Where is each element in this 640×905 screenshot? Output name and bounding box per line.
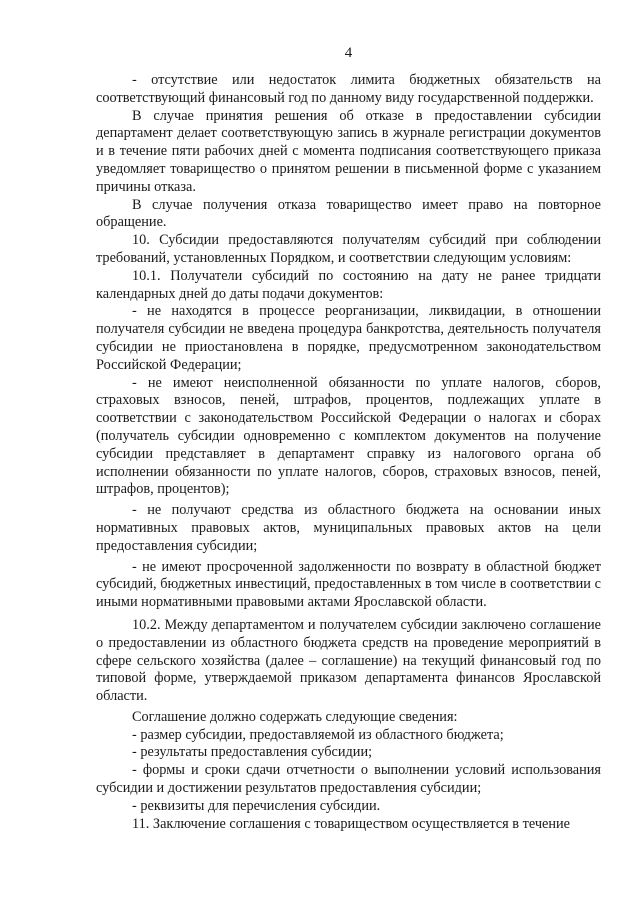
paragraph-budget-limit: - отсутствие или недостаток лимита бюджетных обязательств на соответствующий финансовый год по данному виду государственной поддержки. (96, 72, 601, 106)
page-number: 4 (344, 45, 353, 61)
paragraph-no-overdue-debt: - не имеют просроченной задолженности по возврату в областной бюджет субсидий, бюджетных инвестиций, предоставленных в том числе в соответствии с иными нормативными правовыми актами Ярославской области. (96, 558, 601, 611)
paragraph-reporting-forms: - формы и сроки сдачи отчетности о выполнении условий использования субсидии и достижении результатов предоставления субсидии; (96, 762, 601, 797)
paragraph-item-10-2: 10.2. Между департаментом и получателем субсидии заключено соглашение о предоставлении из областного бюджета средств на проведение мероприятий в сфере сельского хозяйства (далее – соглашение) на текущий финансовый год по типовой форме, утверждаемой приказом департамента финансов Ярославской области. (96, 616, 601, 705)
paragraph-refusal-decision: В случае принятия решения об отказе в предоставлении субсидии департамент делает соответствующую запись в журнале регистрации документов и в течение пяти рабочих дней с момента подписания соответствующего приказа уведомляет товарищество о принятом решении в письменной форме с указанием причины отказа. (96, 107, 601, 195)
paragraph-repeat-application: В случае получения отказа товарищество имеет право на повторное обращение. (96, 196, 601, 231)
paragraph-item-10-1: 10.1. Получатели субсидий по состоянию на дату не ранее тридцати календарных дней до даты подачи документов: (96, 267, 601, 302)
paragraph-no-reorganization: - не находятся в процессе реорганизации, ликвидации, в отношении получателя субсидии не введена процедура банкротства, деятельность получателя субсидии не приостановлена в порядке, предусмотренном законодательством Российской Федерации; (96, 303, 601, 373)
paragraph-subsidy-amount: - размер субсидии, предоставляемой из областного бюджета; (132, 726, 504, 743)
document-body (96, 72, 601, 833)
paragraph-item-10: 10. Субсидии предоставляются получателям субсидий при соблюдении требований, установленных Порядком, и соответствии следующим условиям: (96, 232, 601, 266)
paragraph-payment-details: - реквизиты для перечисления субсидии. (132, 797, 381, 814)
paragraph-subsidy-results: - результаты предоставления субсидии; (132, 744, 373, 761)
paragraph-agreement-contents: Соглашение должно содержать следующие сведения: (132, 708, 458, 725)
paragraph-no-other-funds: - не получают средства из областного бюджета на основании иных нормативных правовых актов, муниципальных правовых актов на цели предоставления субсидии; (96, 502, 601, 554)
paragraph-no-tax-debt: - не имеют неисполненной обязанности по уплате налогов, сборов, страховых взносов, пеней, штрафов, процентов, подлежащих уплате в соответствии с законодательством Российской Федерации о налогах и сборах (получатель субсидии одновременно с комплектом документов на получение субсидии представляет в департамент справку из налогового органа об исполнении обязанности по уплате налогов, сборов, страховых взносов, пеней, штрафов, процентов); (96, 374, 601, 498)
paragraph-item-11: 11. Заключение соглашения с товариществом осуществляется в течение (132, 815, 571, 832)
